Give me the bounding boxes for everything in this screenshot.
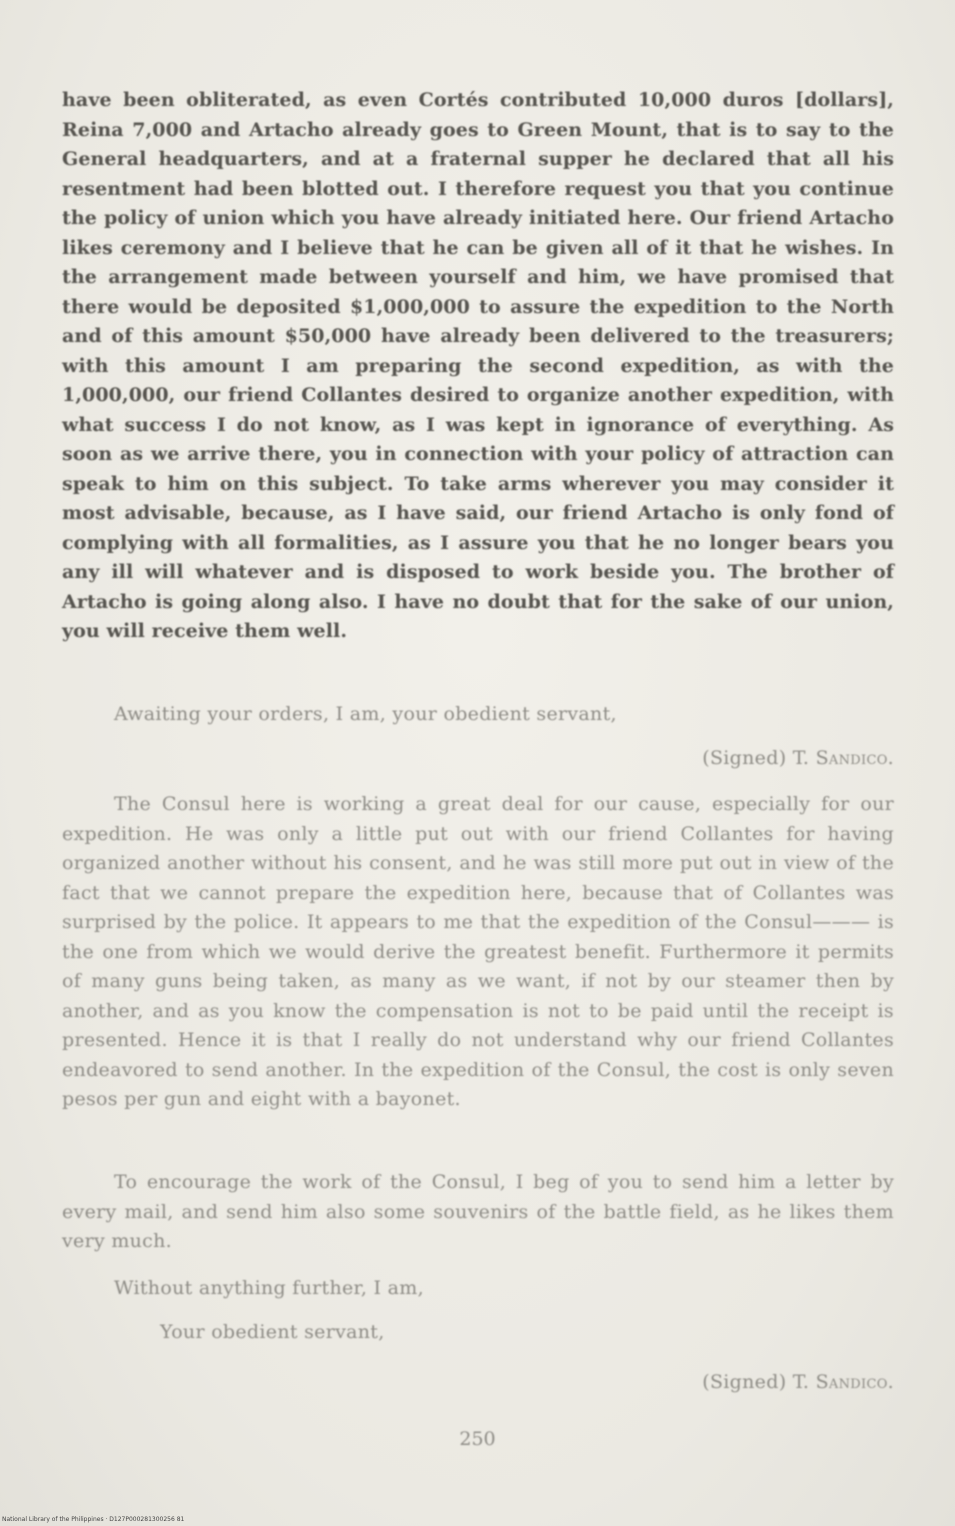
- signature-1-name: T. Sandico.: [792, 747, 894, 769]
- signature-2-prefix: (Signed): [702, 1371, 787, 1393]
- archive-footer: National Library of the Philippines · D127P000281300256 81: [2, 1516, 185, 1523]
- paragraph-3-text: To encourage the work of the Consul, I beg of you to send him a letter by every mail, and send him also some souvenirs of the battle field, as he likes them very much.: [62, 1171, 894, 1252]
- signature-2-name: T. Sandico.: [792, 1371, 894, 1393]
- letter-paragraph-3: [62, 1168, 894, 1257]
- signature-1-prefix: (Signed): [702, 747, 787, 769]
- closing-2-text: Without anything further, I am,: [114, 1277, 424, 1299]
- paragraph-1-text: have been obliterated, as even Cortés contributed 10,000 duros [dollars], Reina 7,000 and Artacho already goes to Green Mount, that is to say to the General headquarters, and at a fraternal supper he declared that all his resentment had been blotted out. I therefore request you that you continue the policy of union which you have already initiated here. Our friend Artacho likes ceremony and I believe that he can be given all of it that he wishes. In the arrangement made between yourself and him, we have promised that there would be deposited $1,000,000 to assure the expedition to the North and of this amount $50,000 have already been delivered to the treasurers; with this amount I am preparing the second expedition, as with the 1,000,000, our friend Collantes desired to organize another expedition, with what success I do not know, as I was kept in ignorance of everything. As soon as we arrive there, you in connection with your policy of attraction can speak to him on this subject. To take arms wherever you may consider it most advisable, because, as I have said, our friend Artacho is only fond of complying with all formalities, as I assure you that he no longer bears you any ill will whatever and is disposed to work beside you. The brother of Artacho is going along also. I have no doubt that for the sake of our union, you will receive them well.: [62, 89, 894, 642]
- closing-1-text: Awaiting your orders, I am, your obedient servant,: [114, 703, 617, 725]
- signature-2: [62, 1368, 894, 1397]
- page-number: 250: [459, 1428, 496, 1450]
- signature-1: [62, 744, 894, 773]
- letter-paragraph-2: [62, 790, 894, 1115]
- paragraph-2-text: The Consul here is working a great deal for our cause, especially for our expedition. He was only a little put out with our friend Collantes for having organized another without his consent, and he was still more put out in view of the fact that we cannot prepare the expedition here, because that of Collantes was surprised by the police. It appears to me that the expedition of the Consul——— is the one from which we would derive the greatest benefit. Furthermore it permits of many guns being taken, as many as we want, if not by our steamer then by another, and as you know the compensation is not to be paid until the receipt is presented. Hence it is that I really do not understand why our friend Collantes endeavored to send another. In the expedition of the Consul, the cost is only seven pesos per gun and eight with a bayonet.: [62, 793, 894, 1110]
- letter-closing-1: [62, 700, 894, 729]
- letter-closing-3: [62, 1318, 894, 1347]
- closing-3-text: Your obedient servant,: [160, 1321, 385, 1343]
- letter-paragraph-1: [62, 86, 894, 647]
- letter-closing-2: [62, 1274, 894, 1303]
